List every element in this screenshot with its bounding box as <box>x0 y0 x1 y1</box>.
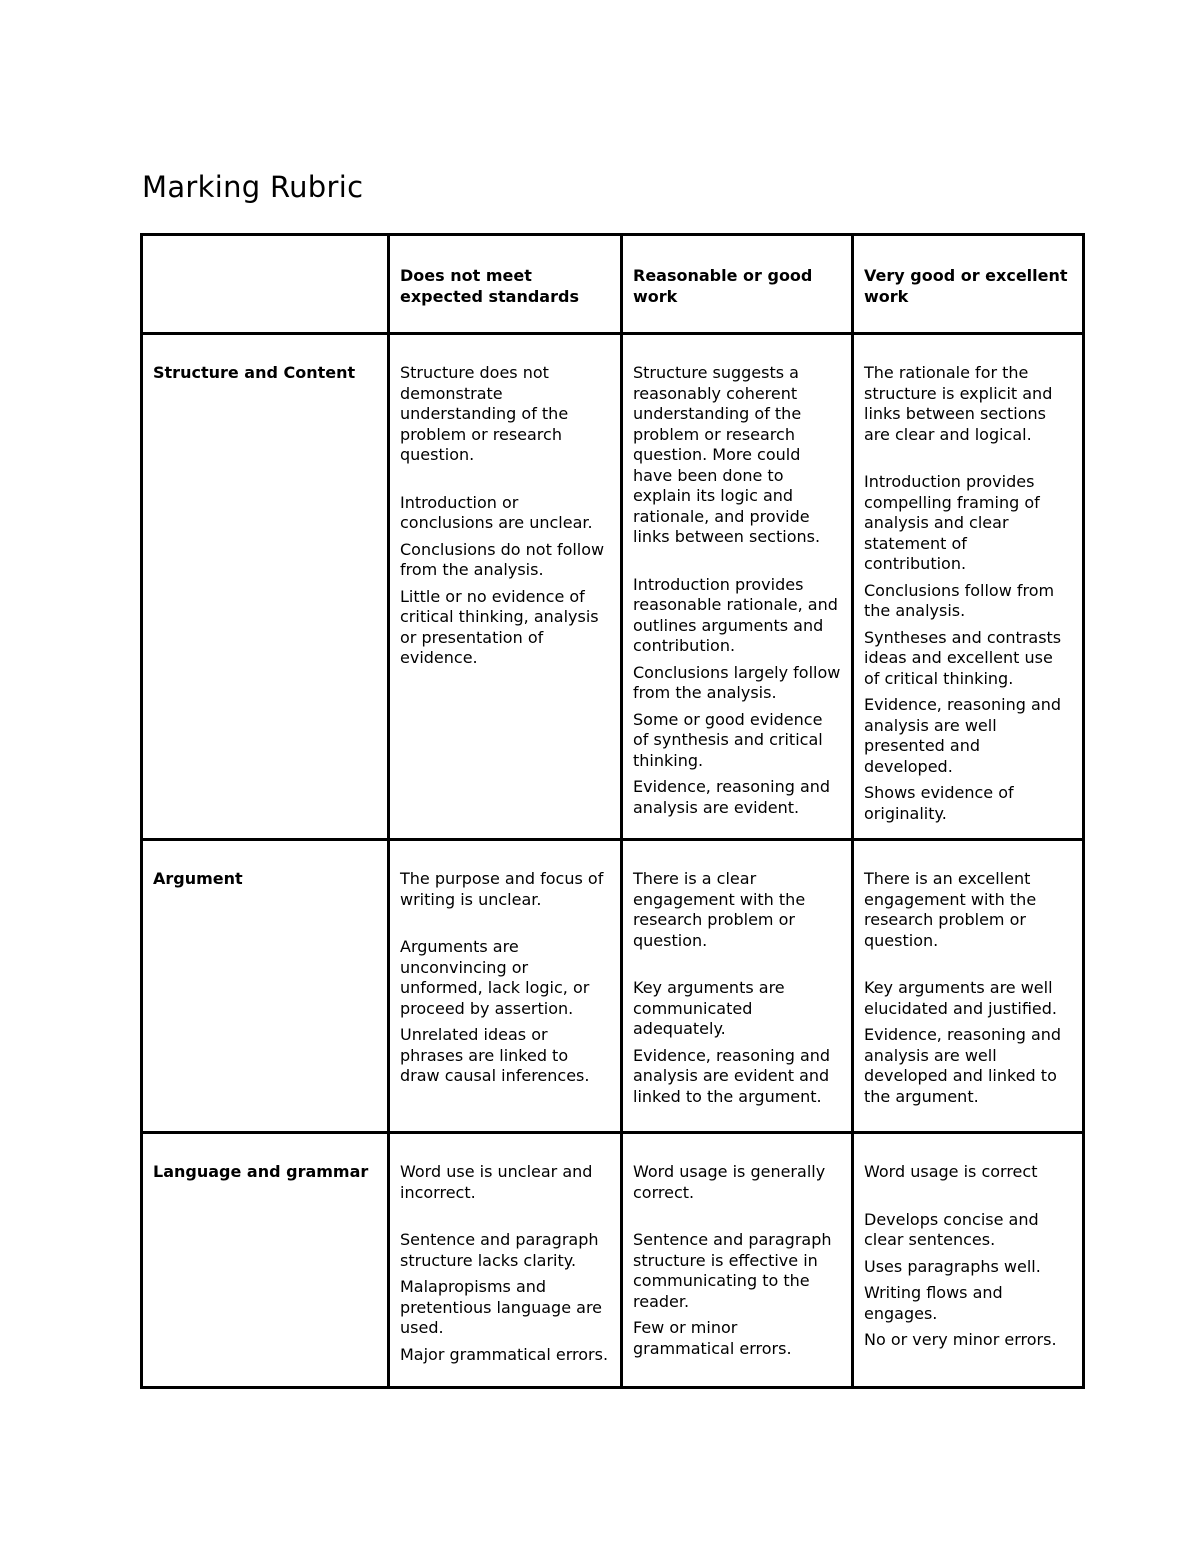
row-language-grammar <box>142 1133 1084 1388</box>
descriptor: Key arguments are well elucidated and justified. <box>864 978 1057 1018</box>
descriptor: Key arguments are communicated adequately. <box>633 978 785 1038</box>
descriptor: Word usage is correct <box>864 1162 1038 1181</box>
descriptor: Sentence and paragraph structure is effective in communicating to the reader. <box>633 1230 832 1311</box>
descriptor: The rationale for the structure is explicit and links between sections are clear and logical. <box>864 363 1053 444</box>
descriptor: Conclusions do not follow from the analysis. <box>400 539 605 579</box>
descriptor: Evidence, reasoning and analysis are well presented and developed. <box>864 695 1062 776</box>
rubric-cell <box>853 334 1084 840</box>
descriptor: Conclusions largely follow from the analysis. <box>633 662 841 702</box>
descriptor: Little or no evidence of critical thinking, analysis or presentation of evidence. <box>400 586 599 667</box>
header-corner <box>142 235 389 334</box>
marking-rubric-table <box>140 233 1085 1389</box>
descriptor: Evidence, reasoning and analysis are evident and linked to the argument. <box>633 1045 831 1106</box>
descriptor: Word use is unclear and incorrect. <box>400 1162 593 1202</box>
descriptor: Structure suggests a reasonably coherent understanding of the problem or research question. More could have been done to explain its logic and rationale, and provide links between sections. <box>633 363 821 546</box>
row-structure-content <box>142 334 1084 840</box>
descriptor: Sentence and paragraph structure lacks clarity. <box>400 1230 599 1270</box>
descriptor: Develops concise and clear sentences. <box>864 1209 1039 1249</box>
descriptor: Conclusions follow from the analysis. <box>864 580 1055 620</box>
descriptor: No or very minor errors. <box>864 1330 1057 1349</box>
rubric-cell <box>622 334 853 840</box>
descriptor: Unrelated ideas or phrases are linked to draw causal inferences. <box>400 1025 590 1085</box>
rubric-cell <box>389 1133 622 1388</box>
rubric-cell <box>622 840 853 1133</box>
row-argument <box>142 840 1084 1133</box>
descriptor: Malapropisms and pretentious language are used. <box>400 1277 603 1337</box>
descriptor: Few or minor grammatical errors. <box>633 1318 792 1358</box>
criterion-label: Argument <box>142 840 389 1133</box>
descriptor: Introduction or conclusions are unclear. <box>400 492 593 532</box>
descriptor: Uses paragraphs well. <box>864 1256 1041 1276</box>
criterion-label: Language and grammar <box>142 1133 389 1388</box>
rubric-cell <box>853 1133 1084 1388</box>
descriptor: There is a clear engagement with the research problem or question. <box>633 869 806 950</box>
descriptor: Writing flows and engages. <box>864 1283 1003 1323</box>
rubric-cell <box>389 334 622 840</box>
header-row <box>142 235 1084 334</box>
header-very-good-excellent: Very good or excellent work <box>853 235 1084 334</box>
descriptor: There is an excellent engagement with the research problem or question. <box>864 869 1037 950</box>
descriptor: Some or good evidence of synthesis and critical thinking. <box>633 709 823 770</box>
criterion-label: Structure and Content <box>142 334 389 840</box>
descriptor: Syntheses and contrasts ideas and excellent use of critical thinking. <box>864 627 1062 688</box>
descriptor: The purpose and focus of writing is unclear. <box>400 869 604 909</box>
rubric-cell <box>622 1133 853 1388</box>
descriptor: Evidence, reasoning and analysis are well developed and linked to the argument. <box>864 1025 1062 1106</box>
descriptor: Introduction provides compelling framing of analysis and clear statement of contribution. <box>864 472 1040 573</box>
descriptor: Introduction provides reasonable rationale, and outlines arguments and contribution. <box>633 574 838 655</box>
page-title: Marking Rubric <box>142 170 364 204</box>
header-reasonable-good: Reasonable or good work <box>622 235 853 334</box>
descriptor: Shows evidence of originality. <box>864 783 1014 823</box>
descriptor: Major grammatical errors. <box>400 1344 609 1364</box>
descriptor: Arguments are unconvincing or unformed, lack logic, or proceed by assertion. <box>400 937 590 1018</box>
rubric-cell <box>853 840 1084 1133</box>
rubric-cell <box>389 840 622 1133</box>
descriptor: Word usage is generally correct. <box>633 1162 826 1202</box>
descriptor: Evidence, reasoning and analysis are evident. <box>633 777 831 817</box>
descriptor: Structure does not demonstrate understanding of the problem or research question. <box>400 363 569 464</box>
header-does-not-meet: Does not meet expected standards <box>389 235 622 334</box>
